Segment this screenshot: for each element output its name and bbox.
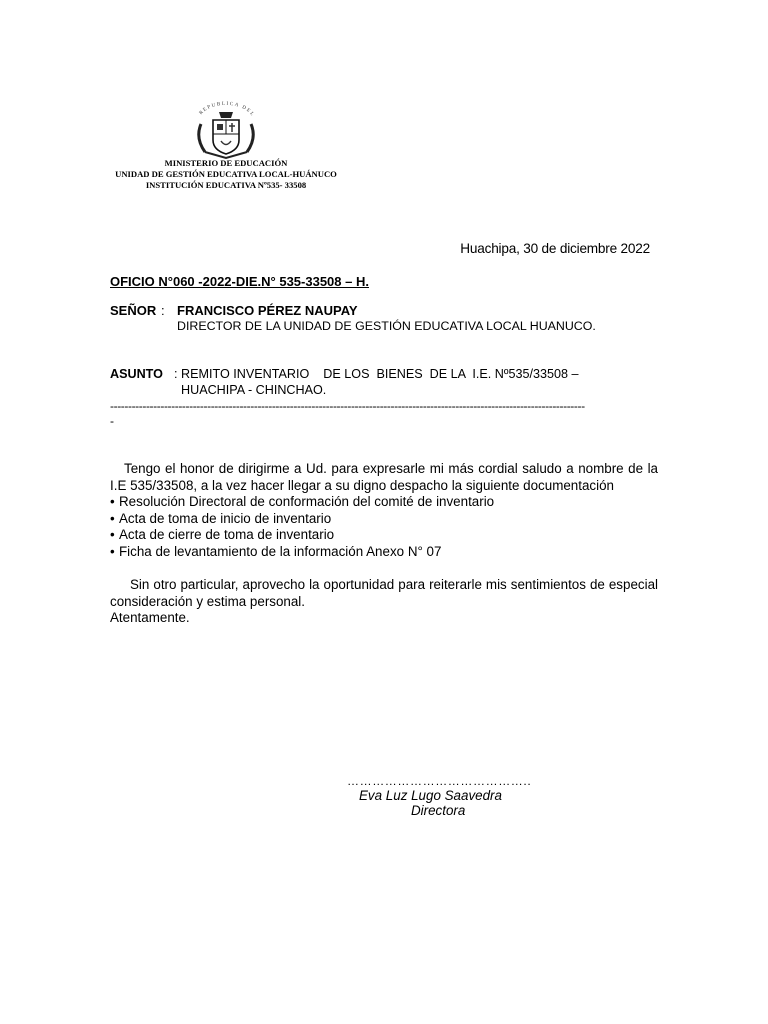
ugel-line: UNIDAD DE GESTIÓN EDUCATIVA LOCAL-HUÁNUCO [115,169,337,179]
subject-label: ASUNTO [110,367,163,381]
coat-of-arms-seal [191,98,261,160]
recipient-label: SEÑOR [110,303,157,318]
closing-paragraph: Sin otro particular, aprovecho la oportunidad para reiterarle mis sentimientos de especial consideración y estima personal. [110,577,658,609]
closing-salutation: Atentamente. [110,610,190,625]
dashed-divider: ------------------------------------------------------------------------------------------------------------------------------------ [110,399,585,413]
subject-line-1: : REMITO INVENTARIO DE LOS BIENES DE LA I.E. Nº535/33508 – [174,367,579,381]
subject-line-2: HUACHIPA - CHINCHAO. [181,383,327,397]
bullet-icon: • [110,494,115,509]
oficio-number: OFICIO N°060 -2022-DIE.N° 535-33508 – H. [110,274,369,289]
recipient-separator: : [161,303,165,318]
signatory-role: Directora [411,803,466,818]
signature-line: …………………………………….. [347,774,532,788]
seal-text: REPUBLICA DEL [198,101,255,118]
dashed-divider-tail: - [110,414,114,428]
institution-header [100,158,352,191]
signatory-name: Eva Luz Lugo Saavedra [359,788,502,803]
document-date: Huachipa, 30 de diciembre 2022 [460,241,650,256]
bullet-icon: • [110,543,115,559]
bullet-icon: • [110,527,115,542]
recipient-name: FRANCISCO PÉREZ NAUPAY [177,303,358,318]
recipient-role: DIRECTOR DE LA UNIDAD DE GESTIÓN EDUCATIVA LOCAL HUANUCO. [177,319,596,333]
list-item: • Resolución Directoral de conformación del comité de inventario [110,494,495,509]
ministry-line: MINISTERIO DE EDUCACIÓN [164,158,288,168]
bullet-icon: • [110,510,115,526]
list-item: • Acta de toma de inicio de inventario [110,510,332,526]
document-list [110,494,658,560]
intro-paragraph: Tengo el honor de dirigirme a Ud. para expresarle mi más cordial saludo a nombre de la I.E 535/33508, a la vez hacer llegar a su digno despacho la siguiente documentación [110,461,658,493]
list-item: • Ficha de levantamiento de la información Anexo N° 07 [110,543,442,559]
letter-body [110,461,658,627]
list-item: • Acta de cierre de toma de inventario [110,527,335,542]
institution-line: INSTITUCIÓN EDUCATIVA Nº535- 33508 [145,180,307,190]
